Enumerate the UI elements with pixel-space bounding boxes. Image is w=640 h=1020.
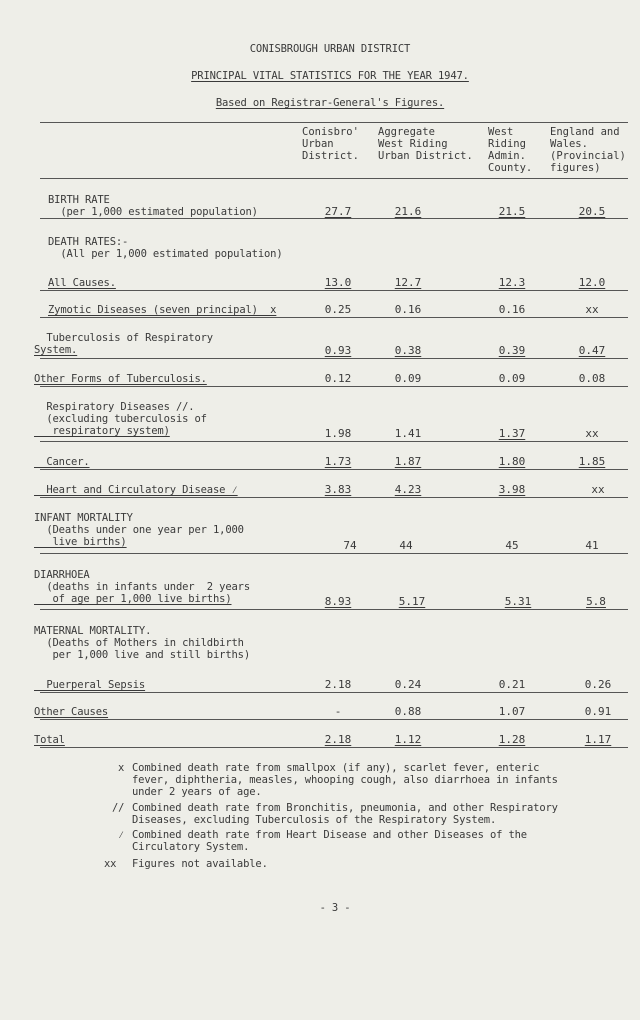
- row-label-other-tuberculosis: Other Forms of Tuberculosis.: [34, 373, 207, 385]
- value-cell: xx: [585, 427, 599, 440]
- value-cell: 1.87: [394, 455, 422, 468]
- value-cell: 0.16: [394, 303, 422, 316]
- column-header-conisbrough: Conisbro' Urban District.: [302, 126, 359, 162]
- value-cell: 0.25: [324, 303, 352, 316]
- value-cell: 0.24: [394, 678, 422, 691]
- column-header-rule: [40, 178, 628, 179]
- footnote-mark: xx: [104, 858, 117, 870]
- row-label-cancer: Cancer.: [34, 456, 90, 468]
- document-title: PRINCIPAL VITAL STATISTICS FOR THE YEAR 1947.: [191, 70, 469, 82]
- row-rule: [40, 358, 628, 359]
- row-label-respiratory-diseases: Respiratory Diseases //. (excluding tuberculosis of respiratory system): [34, 401, 207, 437]
- row-label-death-rates: DEATH RATES:- (All per 1,000 estimated population): [48, 236, 283, 260]
- header-rule: [40, 122, 628, 123]
- value-cell: 12.0: [578, 276, 606, 289]
- value-cell: -: [334, 705, 342, 718]
- value-cell: 3.98: [498, 483, 526, 496]
- row-label-all-causes: All Causes.: [48, 277, 116, 289]
- value-cell: 41: [585, 539, 599, 552]
- value-cell: 1.37: [498, 427, 526, 440]
- value-cell: 0.91: [584, 705, 612, 718]
- value-cell: 21.6: [394, 205, 422, 218]
- footnote-text: Combined death rate from Heart Disease and other Diseases of the Circulatory System.: [132, 829, 527, 853]
- value-cell: 2.18: [324, 678, 352, 691]
- value-cell: 0.12: [324, 372, 352, 385]
- value-cell: 1.41: [394, 427, 422, 440]
- value-cell: 5.8: [586, 595, 606, 608]
- row-rule: [40, 609, 628, 610]
- value-cell: xx: [585, 303, 599, 316]
- value-cell: 0.47: [578, 344, 606, 357]
- value-cell: 1.12: [394, 733, 422, 746]
- value-cell: 20.5: [578, 205, 606, 218]
- row-rule: [40, 218, 628, 219]
- value-cell: 1.07: [498, 705, 526, 718]
- row-label-heart-circulatory: Heart and Circulatory Disease ⁄: [34, 484, 238, 496]
- district-title: CONISBROUGH URBAN DISTRICT: [249, 43, 411, 55]
- value-cell: 0.21: [498, 678, 526, 691]
- value-cell: 45: [505, 539, 519, 552]
- row-label-respiratory-tuberculosis: Tuberculosis of Respiratory System.: [34, 332, 213, 356]
- value-cell: 27.7: [324, 205, 352, 218]
- row-rule: [40, 386, 628, 387]
- value-cell: 3.83: [324, 483, 352, 496]
- value-cell: 74: [343, 539, 357, 552]
- value-cell: 1.73: [324, 455, 352, 468]
- row-label-diarrhoea: DIARRHOEA (deaths in infants under 2 years of age per 1,000 live births): [34, 569, 251, 605]
- value-cell: 2.18: [324, 733, 352, 746]
- column-header-west-riding-county: West Riding Admin. County.: [488, 126, 533, 174]
- row-label-maternal-mortality: MATERNAL MORTALITY. (Deaths of Mothers in childbirth per 1,000 live and still births): [34, 625, 251, 661]
- value-cell: 0.93: [324, 344, 352, 357]
- value-cell: 44: [399, 539, 413, 552]
- row-rule: [40, 497, 628, 498]
- row-rule: [40, 317, 628, 318]
- row-label-birth-rate: BIRTH RATE (per 1,000 estimated population): [48, 194, 258, 218]
- row-label-puerperal-sepsis: Puerperal Sepsis: [34, 679, 146, 691]
- column-header-england-wales: England and Wales. (Provincial) figures): [550, 126, 626, 174]
- value-cell: 1.80: [498, 455, 526, 468]
- value-cell: 1.85: [578, 455, 606, 468]
- value-cell: xx: [591, 483, 605, 496]
- footnote-mark: x: [118, 762, 125, 774]
- value-cell: 5.17: [398, 595, 426, 608]
- footnote-text: Figures not available.: [132, 858, 268, 870]
- value-cell: 1.17: [584, 733, 612, 746]
- document-subtitle: Based on Registrar-General's Figures.: [215, 97, 445, 109]
- row-rule: [40, 553, 628, 554]
- value-cell: 0.38: [394, 344, 422, 357]
- value-cell: 0.26: [584, 678, 612, 691]
- value-cell: 1.98: [324, 427, 352, 440]
- value-cell: 1.28: [498, 733, 526, 746]
- value-cell: 0.16: [498, 303, 526, 316]
- table-bottom-rule: [40, 747, 628, 748]
- footnote-text: Combined death rate from Bronchitis, pneumonia, and other Respiratory Diseases, excluding Tuberculosis of the Respiratory System.: [132, 802, 558, 826]
- footnote-mark: //: [112, 802, 125, 814]
- value-cell: 21.5: [498, 205, 526, 218]
- value-cell: 12.3: [498, 276, 526, 289]
- row-label-infant-mortality: INFANT MORTALITY (Deaths under one year per 1,000 live births): [34, 512, 244, 548]
- footnote-text: Combined death rate from smallpox (if any), scarlet fever, enteric fever, diphtheria, measles, whooping cough, also diarrhoea in infants under 2 years of age.: [132, 762, 558, 798]
- value-cell: 0.39: [498, 344, 526, 357]
- row-label-total: Total: [34, 734, 65, 746]
- row-rule: [40, 441, 628, 442]
- page-number: - 3 -: [319, 902, 351, 914]
- column-header-west-riding-urban: Aggregate West Riding Urban District.: [378, 126, 473, 162]
- value-cell: 8.93: [324, 595, 352, 608]
- footnote-mark: ⁄: [118, 829, 125, 841]
- row-rule: [40, 719, 628, 720]
- value-cell: 12.7: [394, 276, 422, 289]
- row-rule: [40, 692, 628, 693]
- value-cell: 0.08: [578, 372, 606, 385]
- row-rule: [40, 290, 628, 291]
- value-cell: 0.09: [394, 372, 422, 385]
- row-rule: [40, 469, 628, 470]
- value-cell: 5.31: [504, 595, 532, 608]
- value-cell: 0.88: [394, 705, 422, 718]
- row-label-other-causes: Other Causes: [34, 706, 109, 718]
- value-cell: 0.09: [498, 372, 526, 385]
- row-label-zymotic-diseases: Zymotic Diseases (seven principal) x: [48, 304, 277, 316]
- value-cell: 13.0: [324, 276, 352, 289]
- value-cell: 4.23: [394, 483, 422, 496]
